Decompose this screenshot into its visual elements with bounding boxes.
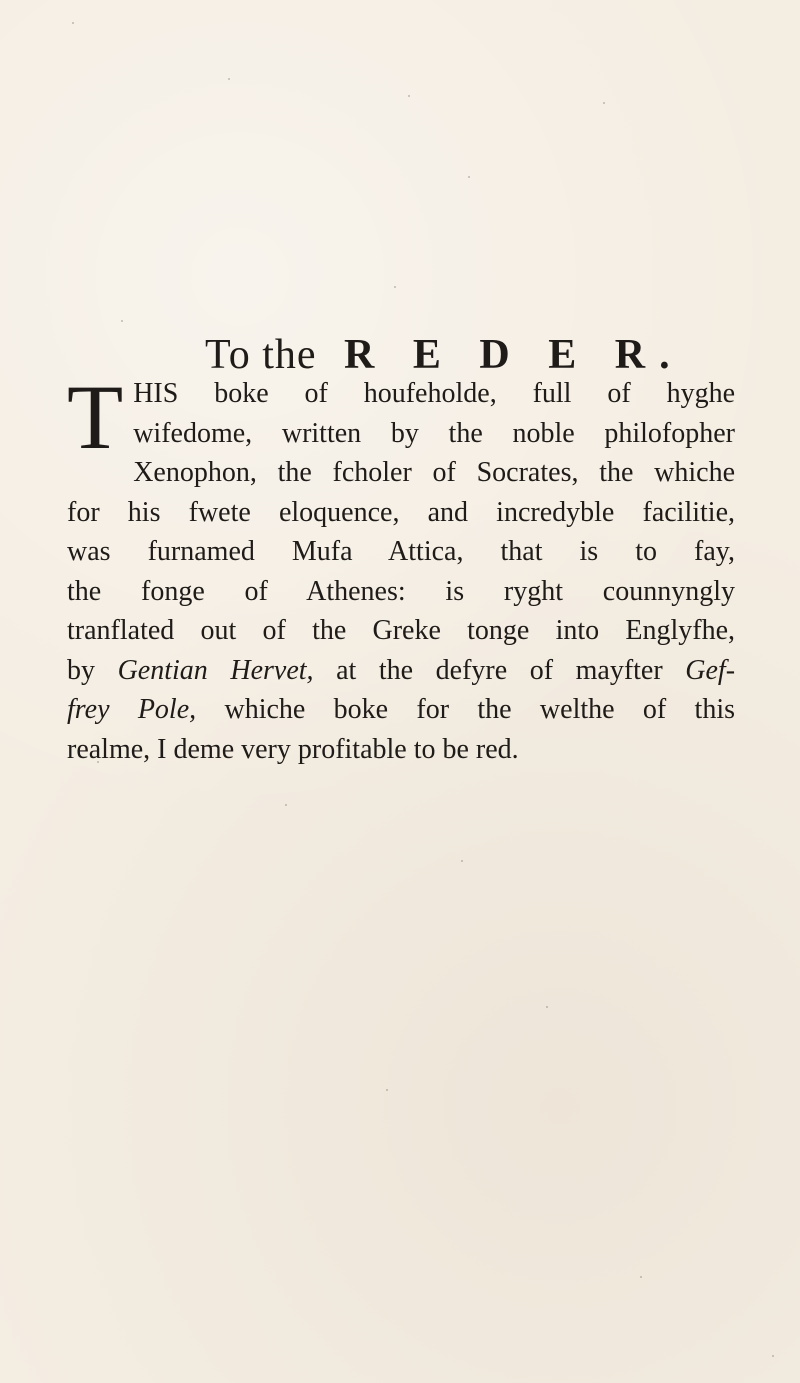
reader-paragraph xyxy=(67,366,736,769)
line-8-start: by xyxy=(67,654,95,686)
drop-cap: T xyxy=(67,366,124,468)
line-8-middle: at the defyre of mayfter xyxy=(336,654,663,686)
paragraph-line-8 xyxy=(67,651,735,691)
patron-name-start: Gef- xyxy=(685,654,736,686)
paragraph-line-10: realme, I deme very profitable to be red. xyxy=(67,733,519,765)
paragraph-line-1: HIS boke of houfeholde, full of hyghe xyxy=(133,378,735,409)
paragraph-line-4: for his fwete eloquence, and incredyble facilitie, xyxy=(67,496,735,528)
paragraph-line-5: was furnamed Mufa Attica, that is to fay, xyxy=(67,536,735,567)
heading-to-the: To the xyxy=(205,332,317,378)
page-heading xyxy=(205,331,725,379)
paragraph-line-2: wifedome, written by the noble philofopher xyxy=(133,417,735,449)
paragraph-line-7: tranflated out of the Greke tonge into Englyfhe, xyxy=(67,615,735,646)
paragraph-line-3: Xenophon, the fcholer of Socrates, the whiche xyxy=(133,457,735,488)
heading-reder: R E D E R. xyxy=(344,332,684,378)
paragraph-line-6: the fonge of Athenes: is ryght counnyngly xyxy=(67,575,735,607)
patron-name-end: frey Pole, xyxy=(67,694,197,725)
translator-name: Gentian Hervet, xyxy=(117,654,314,686)
line-9-rest: whiche boke for the welthe of this xyxy=(224,694,735,725)
paragraph-line-9 xyxy=(67,690,735,730)
